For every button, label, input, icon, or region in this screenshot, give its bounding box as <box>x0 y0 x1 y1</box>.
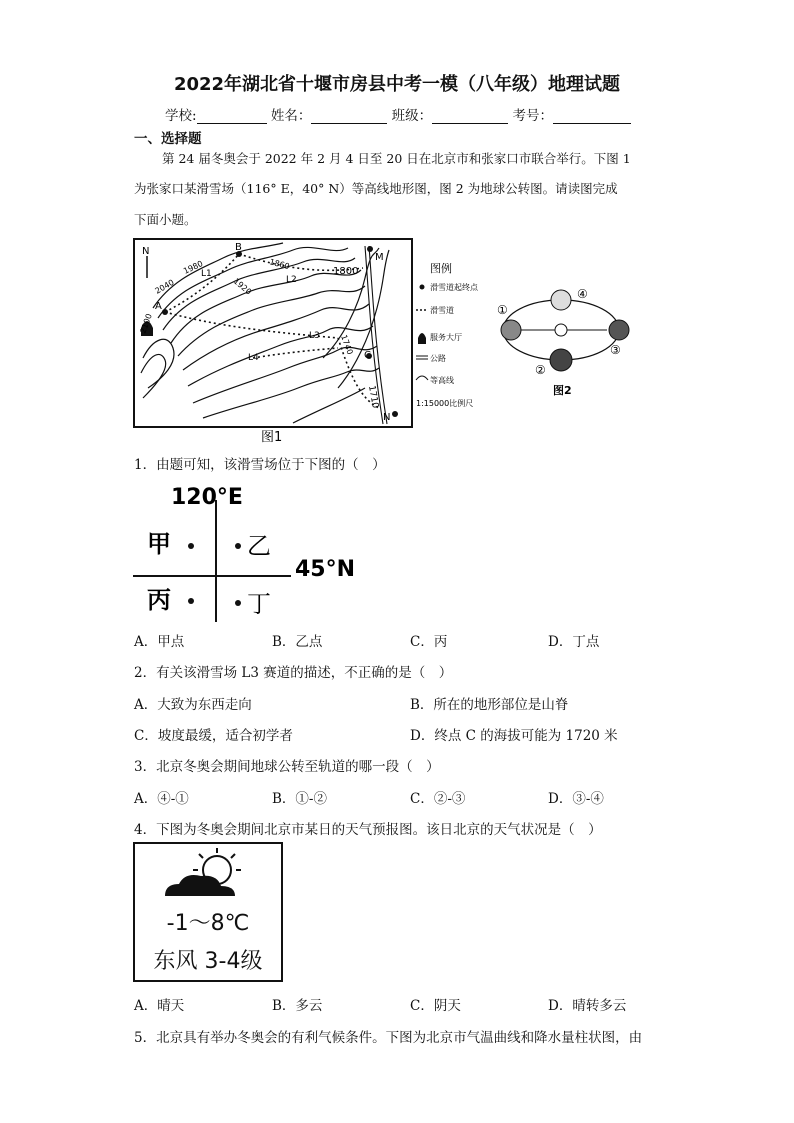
weather-forecast-card <box>133 842 283 982</box>
q1-option-d[interactable]: D．丁点 <box>548 634 600 650</box>
q2-option-c[interactable]: C．坡度最缓，适合初学者 <box>134 728 293 744</box>
class-blank[interactable] <box>432 110 508 124</box>
class-label: 班级： <box>391 108 433 124</box>
q2-option-d[interactable]: D．终点 C 的海拔可能为 1720 米 <box>410 728 618 744</box>
contour-map-figure <box>133 238 433 448</box>
sun-icon <box>555 324 567 336</box>
section-heading: 一、选择题 <box>134 131 202 147</box>
q1-option-c[interactable]: C．丙 <box>410 634 448 650</box>
q4-option-c[interactable]: C．阴天 <box>410 998 461 1014</box>
trail-label: L1 <box>201 269 212 279</box>
intro-line-2: 为张家口某滑雪场（116° E，40° N）等高线地形图，图 2 为地球公转图。请读图完成 <box>134 181 618 196</box>
figure1-caption: 图1 <box>261 430 283 445</box>
point-yi: 乙 <box>247 532 271 560</box>
longitude-label: 120°E <box>171 485 243 510</box>
earth-right-icon <box>609 320 629 340</box>
legend-item: 滑雪道起终点 <box>430 283 478 292</box>
orbit-label: ② <box>535 363 546 377</box>
point-jia: 甲 <box>147 530 171 558</box>
contour-label: 1800 <box>333 266 359 277</box>
temperature-range: -1～8℃ <box>166 911 250 936</box>
point-bing: 丙 <box>147 586 171 614</box>
north-label: N <box>142 246 150 257</box>
orbit-figure <box>495 282 635 402</box>
legend-title: 图例 <box>430 262 452 275</box>
point-ding: 丁 <box>247 590 271 618</box>
name-label: 姓名： <box>270 108 312 124</box>
contour-label: 1860 <box>268 257 291 272</box>
q3-option-c[interactable]: C．②-③ <box>410 791 466 807</box>
orbit-label: ① <box>497 303 508 317</box>
contour-label: 1920 <box>231 276 254 297</box>
q4-option-b[interactable]: B．多云 <box>272 998 323 1014</box>
wind-info: 东风 3-4级 <box>153 949 263 974</box>
q3-option-d[interactable]: D．③-④ <box>548 791 604 807</box>
q1-option-a[interactable]: A．甲点 <box>134 634 185 650</box>
contour-label: 2040 <box>153 277 176 296</box>
q2-option-b[interactable]: B．所在的地形部位是山脊 <box>410 697 569 713</box>
exam-number-label: 考号： <box>512 108 553 124</box>
exam-number-blank[interactable] <box>553 110 631 124</box>
point-m-marker <box>367 246 373 252</box>
legend-item: 等高线 <box>430 376 454 385</box>
earth-left-icon <box>501 320 521 340</box>
legend-item: 服务大厅 <box>430 333 462 342</box>
map-legend <box>414 260 494 410</box>
trail-label: L2 <box>286 275 297 285</box>
point-b-label: B <box>235 242 242 253</box>
orbit-label: ③ <box>610 343 621 357</box>
point-a-label: A <box>155 301 162 312</box>
trail-label: L3 <box>309 331 320 341</box>
point-a-marker <box>162 309 168 315</box>
legend-item: 滑雪道 <box>430 306 454 315</box>
contour-label: 2100 <box>138 312 154 335</box>
question-2-stem: 2．有关该滑雪场 L3 赛道的描述，不正确的是（ ） <box>134 665 453 681</box>
page-title: 2022年湖北省十堰市房县中考一模（八年级）地理试题 <box>173 74 621 95</box>
intro-line-1: 第 24 届冬奥会于 2022 年 2 月 4 日至 20 日在北京市和张家口市联合举行。下图 1 <box>162 151 631 166</box>
q1-coordinate-diagram <box>133 480 373 622</box>
orbit-label: ④ <box>577 287 588 301</box>
legend-hall-icon <box>418 333 426 344</box>
name-blank[interactable] <box>311 110 387 124</box>
point-m-label: M <box>375 252 384 263</box>
latitude-label: 45°N <box>295 557 356 582</box>
legend-scale: 1:15000比例尺 <box>416 399 474 408</box>
figure2-caption: 图2 <box>553 384 572 397</box>
legend-contour-icon <box>416 376 428 380</box>
point-n-marker <box>392 411 398 417</box>
legend-point-icon <box>420 285 425 290</box>
q3-option-b[interactable]: B．①-② <box>272 791 327 807</box>
legend-item: 公路 <box>430 354 446 363</box>
contour-label: 1980 <box>182 259 205 276</box>
q3-option-a[interactable]: A．④-① <box>134 791 189 807</box>
question-3-stem: 3．北京冬奥会期间地球公转至轨道的哪一段（ ） <box>134 759 440 775</box>
student-info-line <box>165 104 631 124</box>
earth-bottom-icon <box>550 349 572 371</box>
q4-option-d[interactable]: D．晴转多云 <box>548 998 627 1014</box>
question-1-stem: 1．由题可知，该滑雪场位于下图的（ ） <box>134 457 386 473</box>
q2-option-a[interactable]: A．大致为东西走向 <box>134 697 252 713</box>
q1-option-b[interactable]: B．乙点 <box>272 634 323 650</box>
question-4-stem: 4．下图为冬奥会期间北京市某日的天气预报图。该日北京的天气状况是（ ） <box>134 822 602 838</box>
partly-cloudy-icon <box>135 846 281 906</box>
question-5-stem: 5．北京具有举办冬奥会的有利气候条件。下图为北京市气温曲线和降水量柱状图，由 <box>134 1030 643 1046</box>
intro-line-3: 下面小题。 <box>134 212 197 227</box>
point-c-label: C <box>364 350 371 361</box>
point-n-label: N <box>383 412 391 423</box>
q4-option-a[interactable]: A．晴天 <box>134 998 185 1014</box>
school-blank[interactable] <box>197 110 267 124</box>
trail-label: L4 <box>248 353 259 363</box>
contour-label: 1740 <box>339 333 355 356</box>
earth-top-icon <box>551 290 571 310</box>
school-label: 学校: <box>165 108 197 124</box>
contour-label: 1710 <box>366 384 380 410</box>
